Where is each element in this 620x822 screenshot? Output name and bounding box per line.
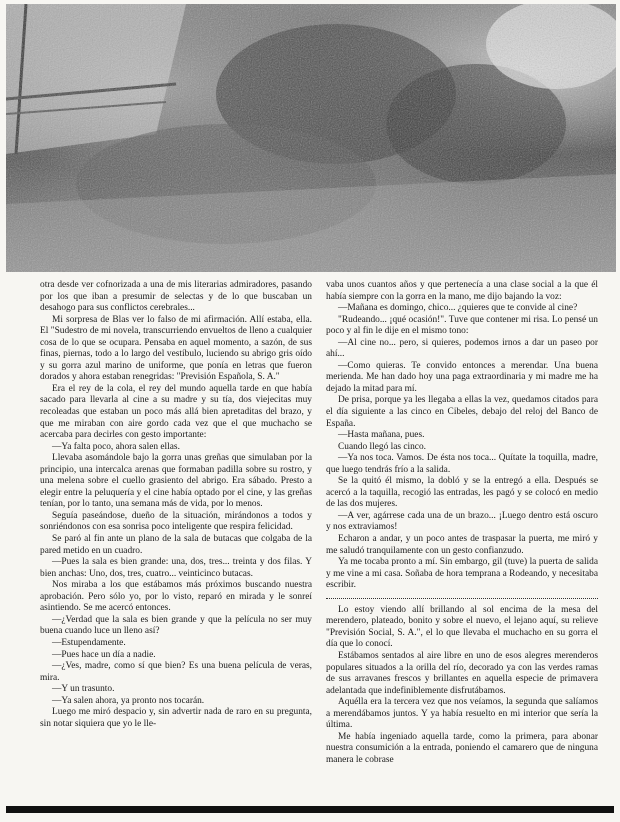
article-paragraph: Seguía paseándose, dueño de la situación, mirándonos a todos y sonriéndonos con esa sonrisa poco inteligente que respira felicidad. bbox=[40, 510, 312, 533]
article-paragraph: Luego me miró despacio y, sin advertir nada de raro en su pregunta, sin notar siquiera que yo le lle- bbox=[40, 707, 312, 729]
article-paragraph: Nos miraba a los que estábamos más próximos buscando nuestra aprobación. Pero sólo yo, por lo visto, reparó en mirada y le sonreí asintiendo. Se me acercó entonces. bbox=[40, 580, 312, 614]
article-paragraph: Lo estoy viendo allí brillando al sol encima de la mesa del merendero, plateado, bonito y sobre el nuevo, el lejano aquí, su relieve "Previsión Social, S. A.", el lo que llevaba el muchacho en su gorra el día que lo conocí. bbox=[326, 604, 598, 650]
article-paragraph: —Pues hace un día a nadie. bbox=[52, 649, 156, 660]
garden-photo bbox=[6, 4, 616, 272]
article-paragraph: Se la quitó él mismo, la dobló y se la entregó a ella. Después se acercó a la taquilla, recogió las entradas, les pagó y se colocó en medio de las dos mujeres. bbox=[326, 476, 598, 510]
article-column-right bbox=[326, 280, 598, 766]
article-paragraph: —A ver, agárrese cada una de un brazo... ¡Luego dentro está oscuro y nos extraviamos! bbox=[326, 510, 598, 533]
article-paragraph: —Y un trasunto. bbox=[52, 684, 115, 695]
article-paragraph: Llevaba asomándole bajo la gorra unas greñas que simulaban por la principio, una intercalca arenas que formaban padilla sobre su rostro, y una melena sobre el cuello grasiento del abrigo. Era sábado. Presto a elegir entre la peluquería y el cine había optado por el cine, y las greñas tenían, por lo tanto, una semana más de vida, por lo menos. bbox=[40, 453, 312, 510]
article-paragraph: Echaron a andar, y un poco antes de traspasar la puerta, me miró y me saludó tranquilamente con un gesto confianzudo. bbox=[326, 534, 598, 556]
article-paragraph: "Rudeando... ¡qué ocasión!". Tuve que contener mi risa. Lo pensé un poco y al fin le dije en el mismo tono: bbox=[326, 314, 598, 337]
article-paragraph: Se paró al fin ante un plano de la sala de butacas que colgaba de la pared metido en un cuadro. bbox=[40, 534, 312, 556]
article-column-left bbox=[40, 280, 312, 730]
garden-photo-icon bbox=[6, 4, 616, 272]
article-paragraph: —Ya nos toca. Vamos. De ésta nos toca... Quítate la toquilla, madre, que luego tendrás frío a la salida. bbox=[326, 453, 598, 475]
article-paragraph: otra desde ver cofnorizada a una de mis literarias admiradores, pasando por los que iban a presumir de selectas y de lo que buscaban un desahogo para sus conflictos cerebrales... bbox=[40, 280, 312, 314]
article-paragraph: Mi sorpresa de Blas ver lo falso de mi afirmación. Allí estaba, ella. El "Sudestro de mi novela, transcurriendo envueltos de lleno a cualquier cosa de lo que se ocupara. Pensaba en aquel momento, a sazón, de sus finas, piernas, todo a lo largo del vestíbulo, luciendo su abrigo gris oído y su gorra azul marino de uniforme, que ponía en letras que fueron dorados y ahora estaban renegridas: "Previsión Española, S. A." bbox=[40, 314, 312, 383]
article-paragraph: Me había ingeniado aquella tarde, como la primera, para abonar nuestra consumición a la entrada, poniendo el camarero que de ninguna manera le cobrase bbox=[326, 731, 598, 765]
article-paragraph: Ya me tocaba pronto a mí. Sin embargo, gil (tuve) la puerta de salida y me vine a mi casa. Soñaba de hora temprana a Rodeando, y necesitaba escribir. bbox=[326, 557, 598, 591]
article-paragraph: De prisa, porque ya les llegaba a ellas la vez, quedamos citados para el día siguiente a las cinco en Cibeles, debajo del reloj del Banco de España. bbox=[326, 395, 598, 429]
article-paragraph: —¿Verdad que la sala es bien grande y que la película no ser muy buena cuando luce un lleno así? bbox=[40, 614, 312, 637]
article-paragraph: —Mañana es domingo, chico... ¿quieres que te convide al cine? bbox=[338, 303, 578, 314]
page-bottom-rule bbox=[6, 806, 614, 813]
article-paragraph: vaba unos cuantos años y que pertenecía a una clase social a la que él había siempre con la gorra en la mano, me dijo bajando la voz: bbox=[326, 280, 598, 302]
article-paragraph: Cuando llegó las cinco. bbox=[338, 441, 427, 452]
article-paragraph: —Al cine no... pero, si quieres, podemos irnos a dar un paseo por ahí... bbox=[326, 337, 598, 360]
article-paragraph: —Ya falta poco, ahora salen ellas. bbox=[52, 441, 180, 452]
article-paragraph: Estábamos sentados al aire libre en uno de esos alegres merenderos populares situados a la orilla del río, decorado ya con las verdes ramas de sus arravanes frescos y brillantes en aquella especie de primavera adelantada que indefiniblemente disfrutábamos. bbox=[326, 650, 598, 696]
article-paragraph: —Pues la sala es bien grande: una, dos, tres... treinta y dos filas. Y bien anchas: Uno, dos, tres, cuatro... veinticinco butacas. bbox=[40, 557, 312, 579]
article-paragraph: —Como quieras. Te convido entonces a merendar. Una buena merienda. Me han dado hoy una paga extraordinaria y mi madre me ha dejado la mitad para mí. bbox=[326, 360, 598, 394]
article-paragraph: —¿Ves, madre, como sí que bien? Es una buena película de veras, mira. bbox=[40, 661, 312, 683]
article-paragraph: —Estupendamente. bbox=[52, 637, 126, 648]
article-paragraph: Era el rey de la cola, el rey del mundo aquella tarde en que había sacado para llevarla al cine a su madre y su tía, dos viejecitas muy recoleadas que estaban un poco más allá bien apretaditas del brazo, y que me miraban con aire gordo cada vez que el que muchacho se acercaba para decirles con gesto importante: bbox=[40, 383, 312, 441]
article-paragraph: —Hasta mañana, pues. bbox=[338, 430, 425, 441]
article-paragraph: —Ya salen ahora, ya pronto nos tocarán. bbox=[52, 695, 205, 706]
article-paragraph: Aquélla era la tercera vez que nos veíamos, la segunda que salíamos a merendábamos juntos. Y ya había resuelto en mi interior que sería la última. bbox=[326, 697, 598, 731]
section-divider bbox=[326, 598, 598, 599]
